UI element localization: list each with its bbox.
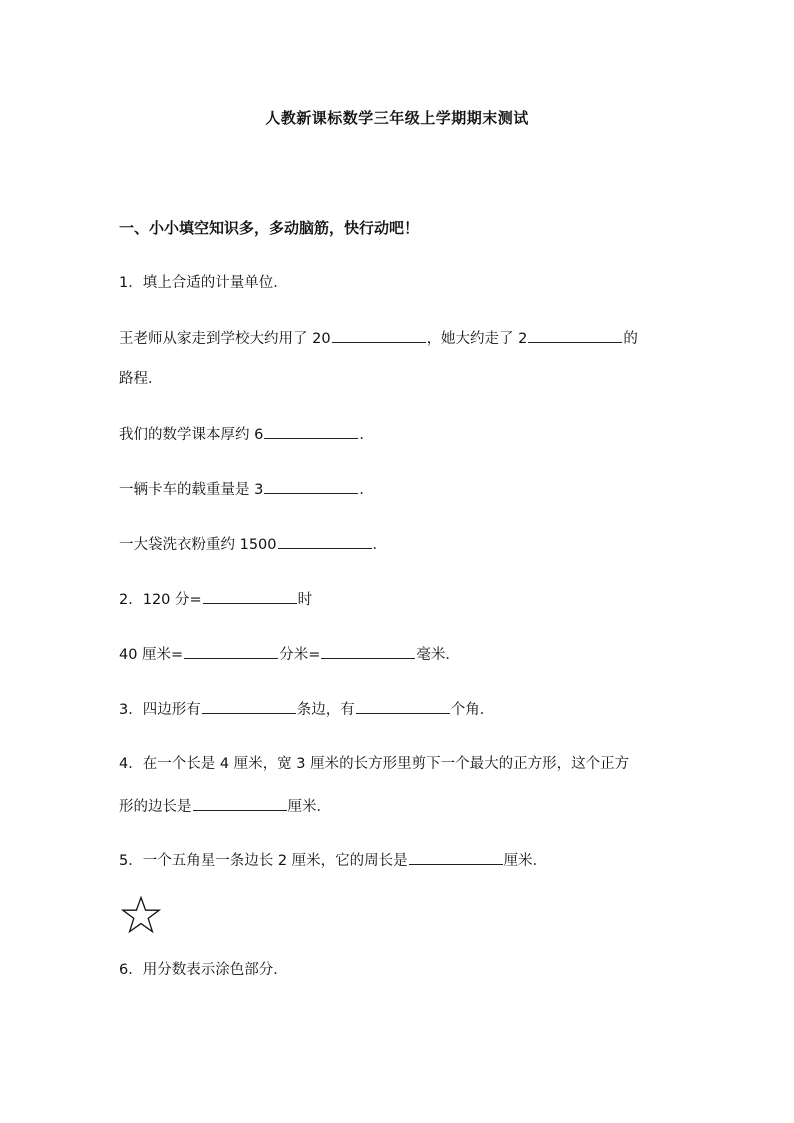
answer-blank[interactable] — [184, 643, 278, 659]
text: 3．四边形有 — [119, 702, 201, 718]
answer-blank[interactable] — [321, 643, 415, 659]
question-1-line-3 — [119, 478, 374, 501]
answer-blank[interactable] — [278, 533, 372, 549]
text: 2．120 分= — [119, 592, 202, 608]
question-3 — [119, 698, 494, 721]
answer-blank[interactable] — [264, 423, 358, 439]
text: 分米= — [279, 647, 321, 663]
text: ． — [359, 482, 374, 498]
question-5 — [119, 849, 547, 872]
text: 个角． — [450, 702, 495, 718]
text: 条边，有 — [296, 702, 355, 718]
answer-blank[interactable] — [528, 327, 622, 343]
section-heading: 一、小小填空知识多，多动脑筋，快行动吧！ — [119, 219, 420, 237]
question-1-line-4 — [119, 533, 387, 556]
question-1-label: 1．填上合适的计量单位． — [119, 275, 288, 291]
text: 毫米． — [416, 647, 460, 663]
text: 我们的数学课本厚约 6 — [119, 427, 264, 443]
question-6-label: 6．用分数表示涂色部分． — [119, 962, 288, 978]
answer-blank[interactable] — [409, 849, 503, 865]
text: 5．一个五角星一条边长 2 厘米，它的周长是 — [119, 853, 408, 869]
answer-blank[interactable] — [356, 698, 450, 714]
text: 形的边长是 — [119, 799, 192, 815]
text: 的 — [623, 331, 638, 347]
text: 王老师从家走到学校大约用了 20 — [119, 331, 331, 347]
question-4-line-2 — [119, 795, 331, 818]
question-1-line-1-cont: 路程． — [119, 371, 163, 387]
answer-blank[interactable] — [332, 327, 426, 343]
question-1-line-1 — [119, 327, 638, 350]
text: ． — [372, 537, 388, 553]
text: 一大袋洗衣粉重约 1500 — [119, 537, 277, 553]
star-outline-icon — [121, 896, 161, 934]
text: 厘米． — [287, 799, 331, 815]
answer-blank[interactable] — [264, 478, 358, 494]
text: ． — [359, 427, 374, 443]
text: 时 — [297, 592, 313, 608]
exam-title: 人教新课标数学三年级上学期期末测试 — [265, 109, 529, 127]
answer-blank[interactable] — [202, 698, 296, 714]
answer-blank[interactable] — [203, 588, 297, 604]
question-2-line-1 — [119, 588, 312, 611]
text: 40 厘米= — [119, 647, 184, 663]
text: 一辆卡车的载重量是 3 — [119, 482, 264, 498]
text: 厘米． — [503, 853, 548, 869]
answer-blank[interactable] — [193, 795, 287, 811]
question-4-line-1: 4．在一个长是 4 厘米，宽 3 厘米的长方形里剪下一个最大的正方形，这个正方 — [119, 756, 630, 772]
question-2-line-2 — [119, 643, 460, 666]
text: ，她大约走了 2 — [426, 331, 528, 347]
question-1-line-2 — [119, 423, 374, 446]
